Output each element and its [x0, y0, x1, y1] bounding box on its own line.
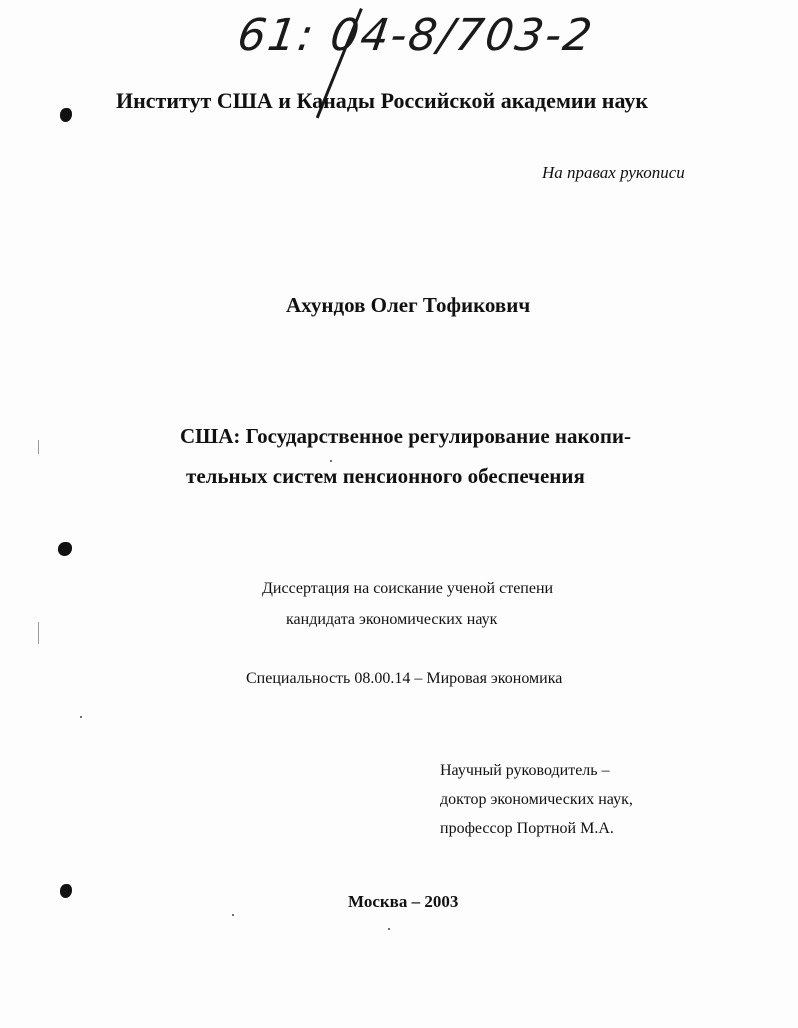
author-name: Ахундов Олег Тофикович: [286, 293, 531, 317]
thesis-title-line-2: тельных систем пенсионного обеспечения: [186, 464, 585, 488]
scan-speck: [80, 716, 82, 718]
city-year: Москва – 2003: [348, 892, 459, 911]
institute-name: Институт США и Канады Российской академии наук: [116, 88, 649, 113]
hole-punch-mark-middle: [58, 542, 72, 556]
scan-speck: [330, 460, 332, 462]
dissertation-degree-line-1: Диссертация на соискание ученой степени: [262, 580, 554, 597]
scan-speck: [232, 914, 234, 916]
supervisor-line-3: профессор Портной М.А.: [440, 820, 614, 837]
specialty-line: Специальность 08.00.14 – Мировая экономика: [246, 670, 563, 687]
hole-punch-mark-bottom: [60, 884, 72, 898]
scan-margin-mark: [38, 440, 39, 454]
scan-margin-mark: [38, 622, 39, 644]
hole-punch-mark-top: [60, 108, 72, 122]
supervisor-line-1: Научный руководитель –: [440, 762, 610, 779]
scan-speck: [388, 928, 390, 930]
dissertation-degree-line-2: кандидата экономических наук: [286, 611, 498, 628]
handwritten-registration-code: 61: 04-8/703-2: [234, 10, 597, 61]
supervisor-line-2: доктор экономических наук,: [440, 791, 633, 808]
manuscript-rights-note: На правах рукописи: [542, 163, 685, 182]
thesis-title-line-1: США: Государственное регулирование накопи-: [180, 424, 632, 448]
